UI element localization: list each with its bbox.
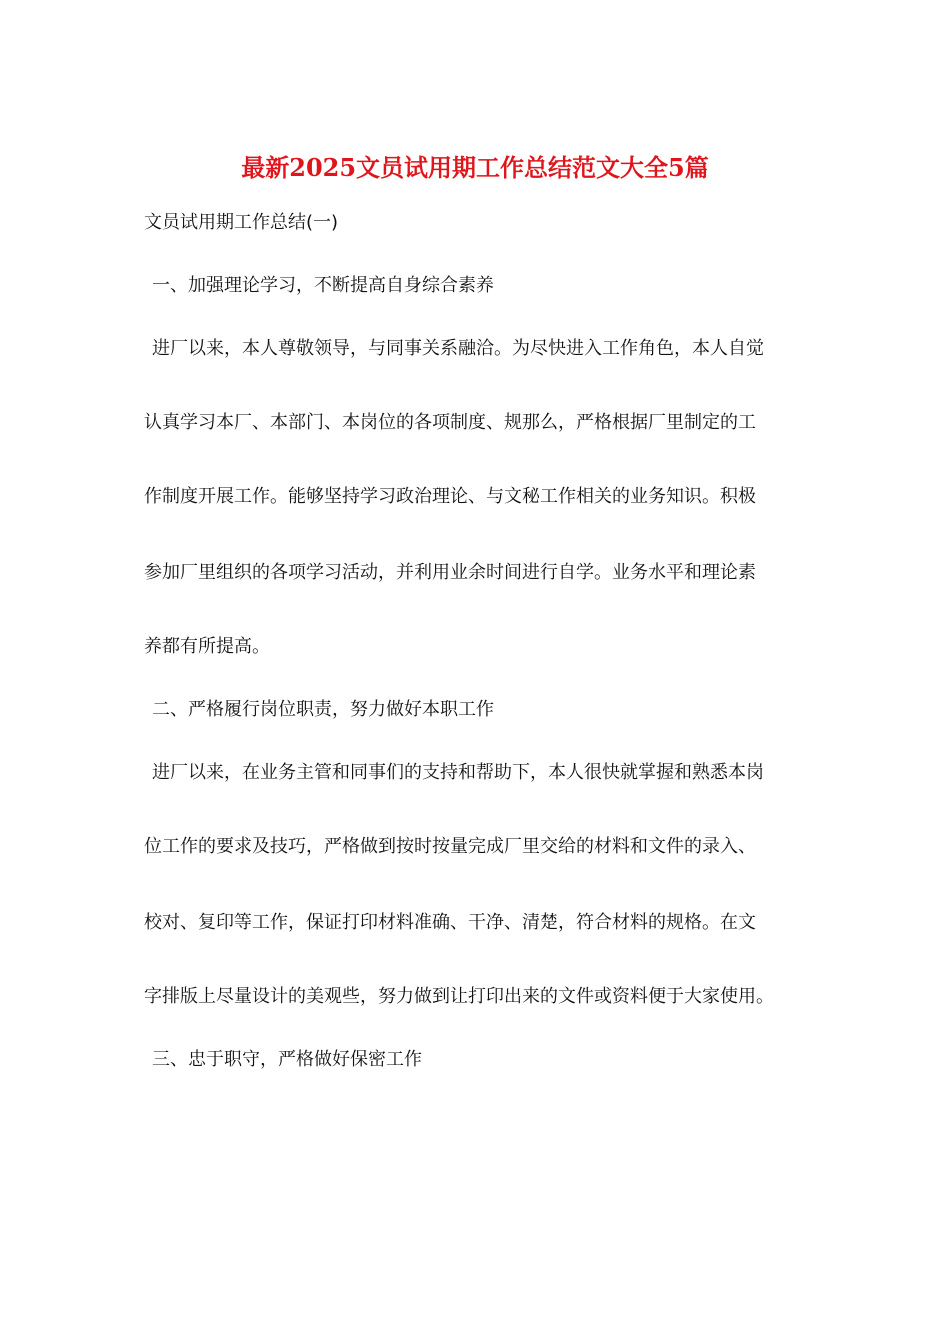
section-1-line: 认真学习本厂、本部门、本岗位的各项制度、规那么，严格根据厂里制定的工 bbox=[144, 412, 756, 433]
section-3-heading: 三、忠于职守，严格做好保密工作 bbox=[152, 1049, 422, 1070]
section-2-line: 校对、复印等工作，保证打印材料准确、干净、清楚，符合材料的规格。在文 bbox=[144, 912, 756, 933]
section-1-line: 养都有所提高。 bbox=[144, 636, 270, 657]
section-2-line: 进厂以来，在业务主管和同事们的支持和帮助下，本人很快就掌握和熟悉本岗 bbox=[152, 762, 764, 783]
section-1-heading: 一、加强理论学习，不断提高自身综合素养 bbox=[152, 275, 494, 296]
section-1-line: 进厂以来，本人尊敬领导，与同事关系融洽。为尽快进入工作角色，本人自觉 bbox=[152, 338, 764, 359]
section-1-line: 参加厂里组织的各项学习活动，并利用业余时间进行自学。业务水平和理论素 bbox=[144, 562, 756, 583]
document-subtitle: 文员试用期工作总结(一) bbox=[144, 212, 339, 233]
section-1-line: 作制度开展工作。能够坚持学习政治理论、与文秘工作相关的业务知识。积极 bbox=[144, 486, 756, 507]
document-title: 最新2025文员试用期工作总结范文大全5篇 bbox=[241, 153, 709, 182]
section-2-heading: 二、严格履行岗位职责，努力做好本职工作 bbox=[152, 699, 494, 720]
section-2-line: 位工作的要求及技巧，严格做到按时按量完成厂里交给的材料和文件的录入、 bbox=[144, 836, 756, 857]
section-2-line: 字排版上尽量设计的美观些，努力做到让打印出来的文件或资料便于大家使用。 bbox=[144, 986, 774, 1007]
